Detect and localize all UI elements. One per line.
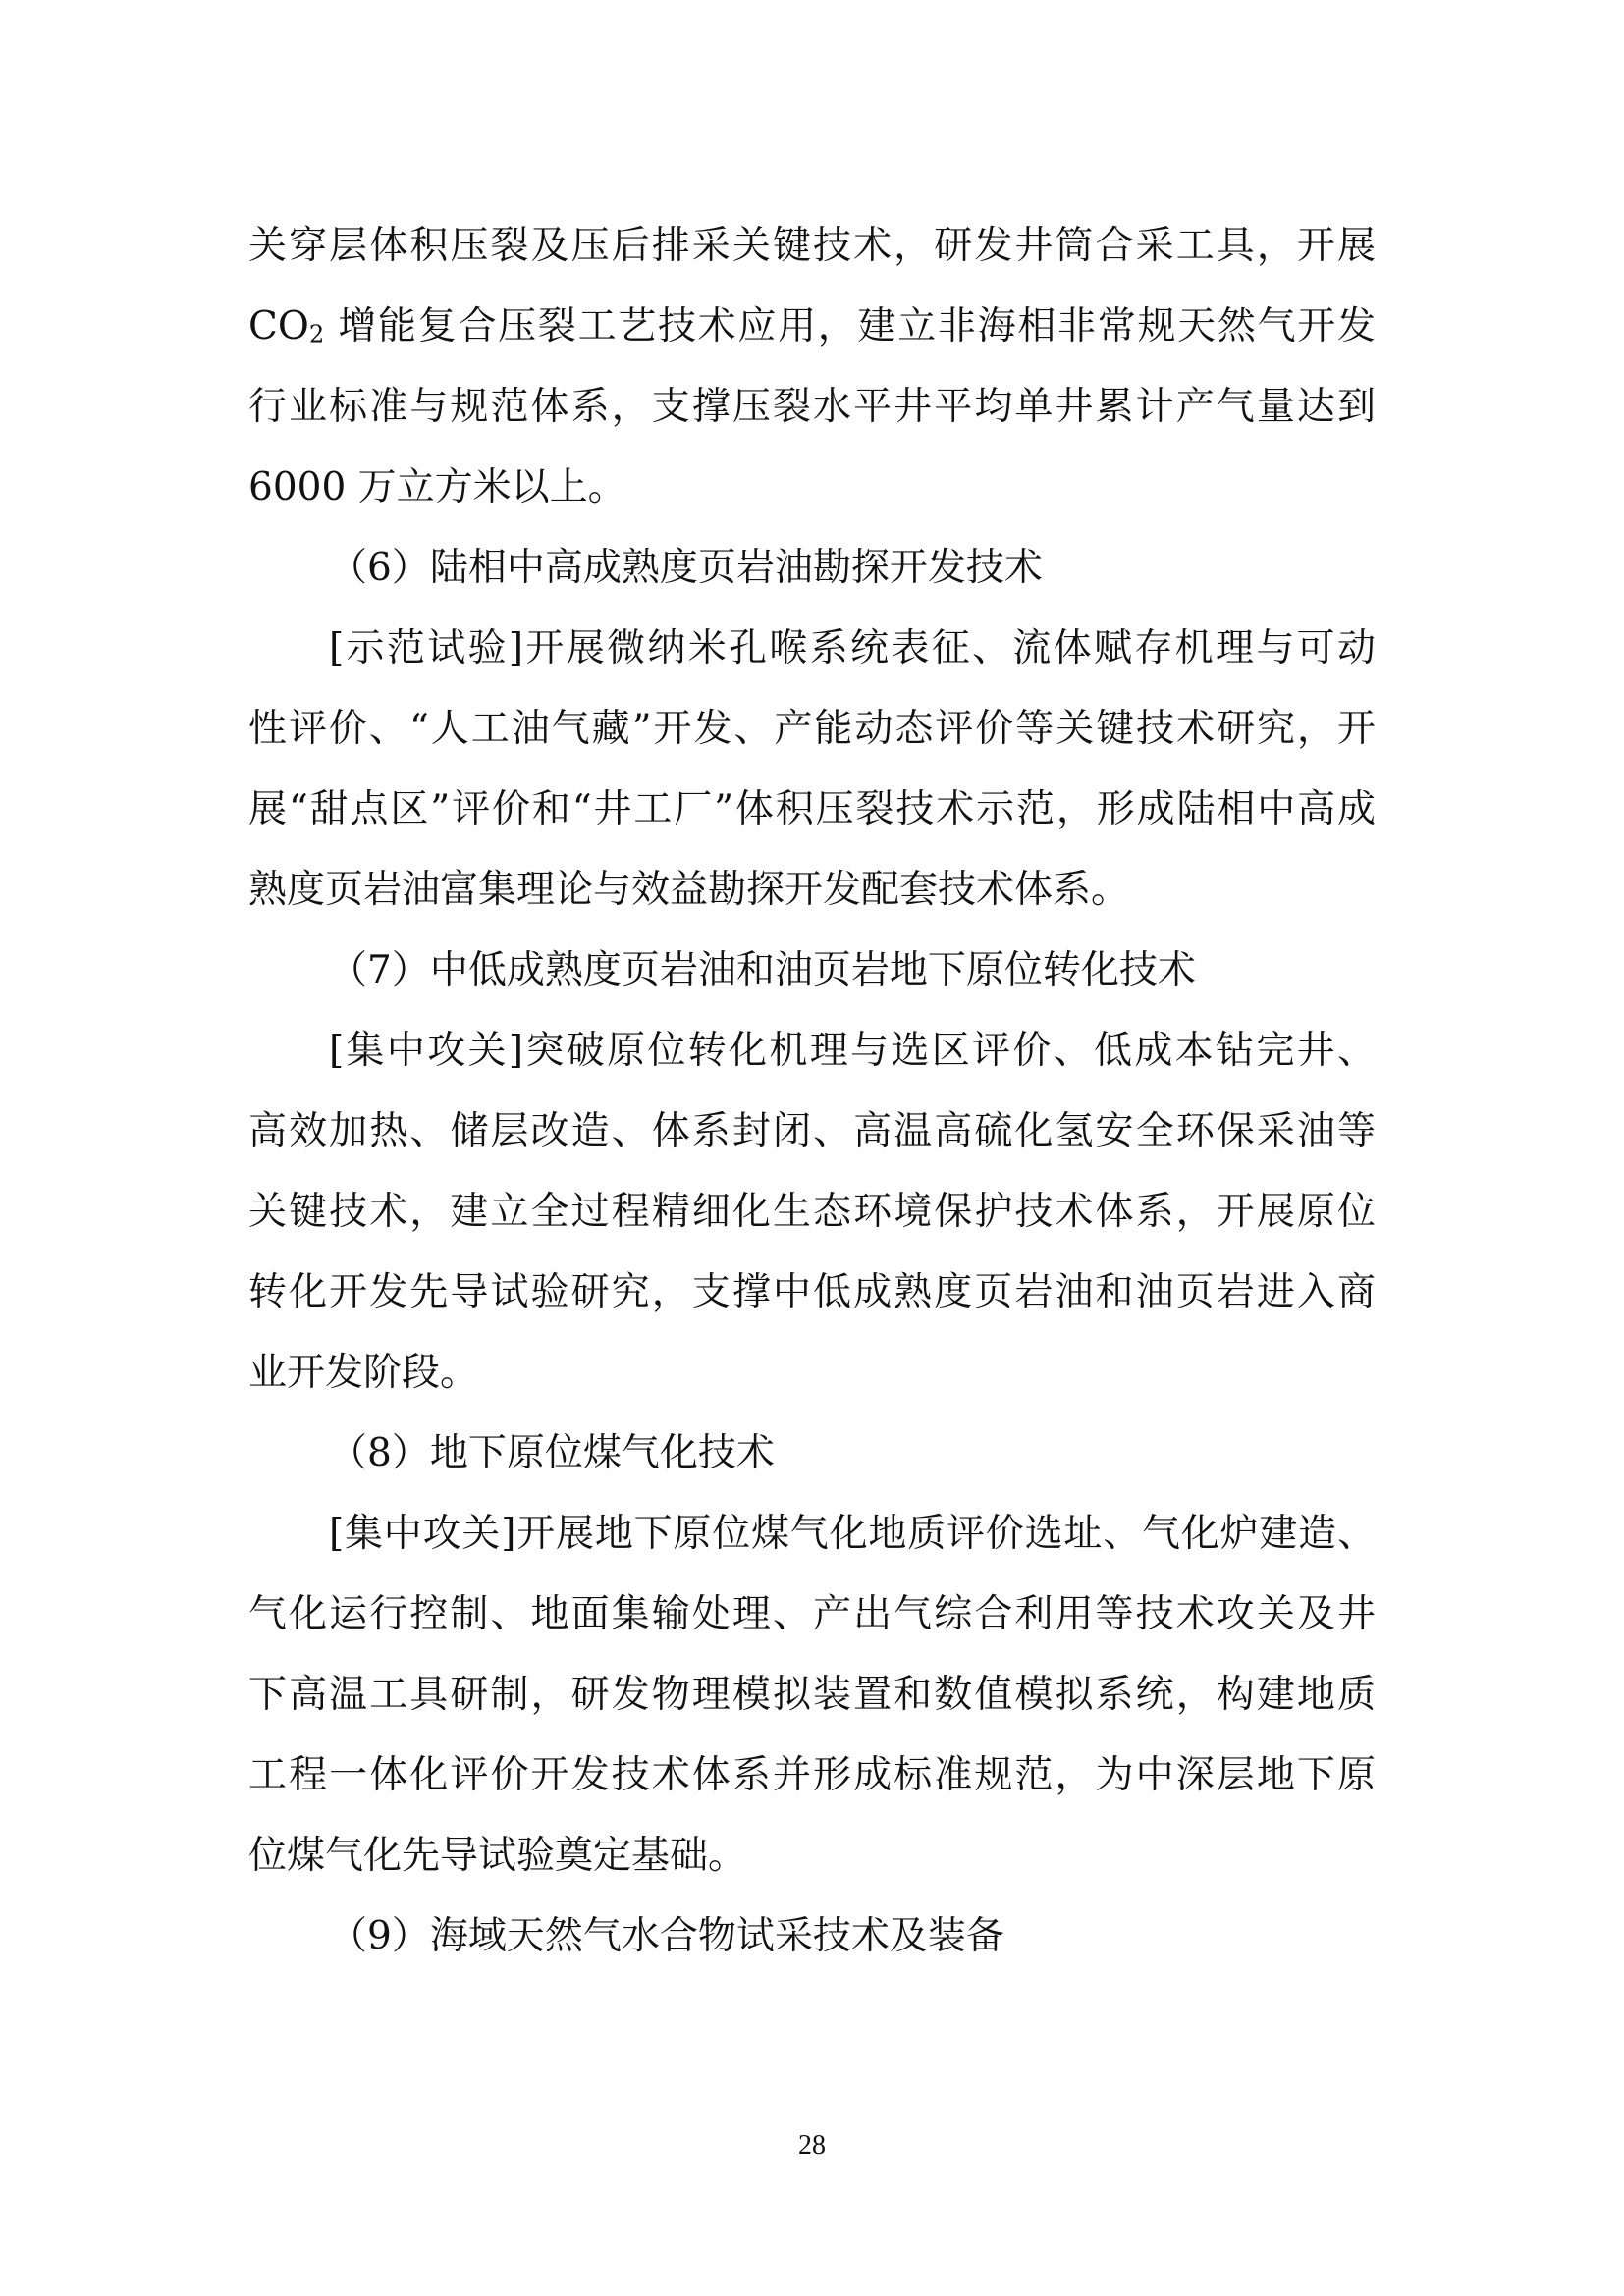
body-line: 位煤气化先导试验奠定基础。 [248, 1834, 747, 1878]
section-heading-6: （6）陆相中高成熟度页岩油勘探开发技术 [329, 546, 1043, 590]
section-heading-8: （8）地下原位煤气化技术 [329, 1431, 775, 1475]
body-line [248, 287, 1376, 367]
body-line [248, 1011, 1376, 1092]
body-line: 工程一体化评价开发技术体系并形成标准规范，为中深层地下原 [248, 1753, 1376, 1797]
body-line: 转化开发先导试验研究，支撑中低成熟度页岩油和油页岩进入商 [248, 1270, 1376, 1314]
body-line [248, 609, 1376, 689]
body-line: 气化运行控制、地面集输处理、产出气综合利用等技术攻关及井 [248, 1592, 1376, 1636]
body-line: 关穿层体积压裂及压后排采关键技术，研发井筒合采工具，开展 [248, 224, 1376, 268]
body-line: 下高温工具研制，研发物理模拟装置和数值模拟系统，构建地质 [248, 1673, 1376, 1717]
body-line: 性评价、“人工油气藏”开发、产能动态评价等关键技术研究，开 [248, 707, 1376, 751]
body-line: 行业标准与规范体系，支撑压裂水平井平均单井累计产气量达到 [248, 385, 1376, 429]
body-line-text: 开展微纳米孔喉系统表征、流体赋存机理与可动 [523, 626, 1376, 670]
body-line-text: 突破原位转化机理与选区评价、低成本钻完井、 [523, 1029, 1376, 1073]
category-tag: [集中攻关] [329, 1029, 524, 1073]
body-line: 展“甜点区”评价和“井工厂”体积压裂技术示范，形成陆相中高成 [248, 787, 1376, 831]
body-line: 高效加热、储层改造、体系封闭、高温高硫化氢安全环保采油等 [248, 1109, 1376, 1153]
category-tag: [示范试验] [329, 626, 524, 670]
body-line: 6000 万立方米以上。 [248, 465, 626, 509]
category-tag: [集中攻关] [329, 1512, 516, 1556]
body-line-text: 增能复合压裂工艺技术应用，建立非海相非常规天然气开发 [338, 304, 1376, 348]
body-line: 业开发阶段。 [248, 1351, 479, 1395]
page-body [248, 206, 1376, 1977]
body-line [248, 1494, 1376, 1575]
chemical-formula: $CO_2$ [248, 304, 325, 348]
body-line-text: 开展地下原位煤气化地质评价选址、气化炉建造、 [515, 1512, 1376, 1556]
body-line: 熟度页岩油富集理论与效益勘探开发配套技术体系。 [248, 868, 1130, 912]
body-line: 关键技术，建立全过程精细化生态环境保护技术体系，开展原位 [248, 1190, 1376, 1234]
section-heading-7: （7）中低成熟度页岩油和油页岩地下原位转化技术 [329, 948, 1196, 992]
section-heading-9: （9）海域天然气水合物试采技术及装备 [329, 1914, 1004, 1958]
page-number: 28 [798, 2130, 826, 2161]
